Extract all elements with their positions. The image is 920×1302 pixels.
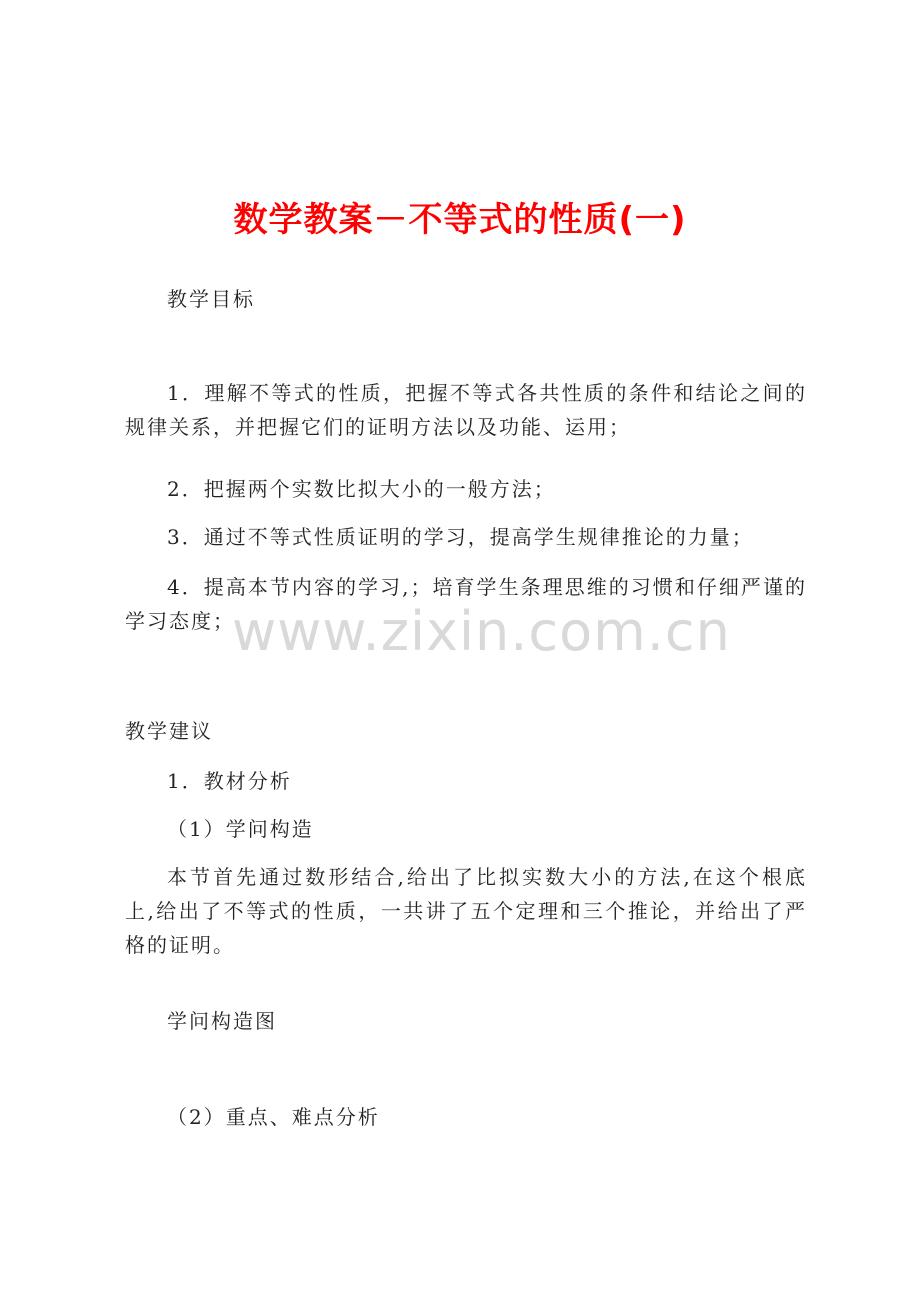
advice-item-1: 1．教材分析 xyxy=(167,769,292,793)
diagram-label: 学问构造图 xyxy=(167,1009,277,1033)
subsection-1-heading: （1）学问构造 xyxy=(167,817,314,841)
subsection-2-heading: （2）重点、难点分析 xyxy=(167,1105,380,1129)
goal-item-2: 2．把握两个实数比拟大小的一般方法； xyxy=(167,477,556,501)
goal-item-1: 1．理解不等式的性质，把握不等式各共性质的条件和结论之间的规律关系，并把握它们的证明方法以及功能、运用； xyxy=(125,381,807,439)
goal-item-3: 3．通过不等式性质证明的学习，提高学生规律推论的力量； xyxy=(167,525,754,549)
goals-heading: 教学目标 xyxy=(167,287,255,311)
watermark: www.zixin.com.cn xyxy=(232,600,731,663)
document-title: 数学教案－不等式的性质(一) xyxy=(233,200,687,240)
advice-heading: 教学建议 xyxy=(125,719,213,743)
body-paragraph-1: 本节首先通过数形结合,给出了比拟实数大小的方法,在这个根底上,给出了不等式的性质，一共讲了五个定理和三个推论，并给出了严格的证明。 xyxy=(125,865,807,957)
goal-item-4: 4．提高本节内容的学习,；培育学生条理思维的习惯和仔细严谨的学习态度； xyxy=(125,575,807,633)
